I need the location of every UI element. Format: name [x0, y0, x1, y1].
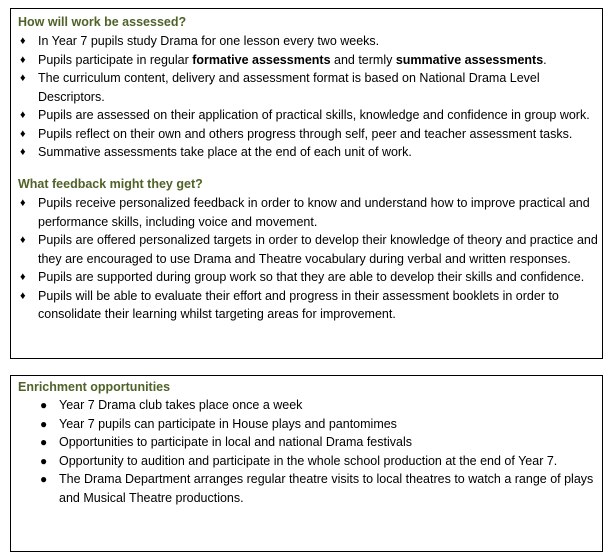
diamond-bullet-icon: ♦: [20, 271, 26, 283]
diamond-bullet-icon: ♦: [20, 109, 26, 121]
list-item: ● Opportunity to audition and participate in the whole school production at the end of Year 7.: [18, 452, 598, 471]
list-item: ● Opportunities to participate in local and national Drama festivals: [18, 433, 598, 452]
enrichment-list: [18, 396, 598, 507]
diamond-bullet-icon: ♦: [20, 35, 26, 47]
list-item: ♦ Pupils are offered personalized targets in order to develop their knowledge of theory and practice and they are encouraged to use Drama and Theatre vocabulary during verbal and written responses.: [20, 233, 598, 266]
diamond-bullet-icon: ♦: [20, 234, 26, 246]
round-bullet-icon: ●: [40, 453, 48, 468]
summative-assessments-emphasis: summative assessments: [395, 52, 544, 67]
diamond-bullet-icon: ♦: [20, 53, 26, 66]
diamond-bullet-icon: ♦: [20, 289, 26, 302]
list-item: ♦ Pupils are assessed on their application of practical skills, knowledge and confidence in group work.: [18, 106, 598, 125]
list-item: ♦ Pupils will be able to evaluate their effort and progress in their assessment booklets in order to consolidate their learning whilst targeting areas for improvement.: [20, 288, 559, 321]
feedback-section: [18, 177, 598, 324]
list-item: ♦ The curriculum content, delivery and assessment format is based on National Drama Level Descriptors.: [20, 71, 540, 104]
enrichment-heading: Enrichment opportunities: [18, 380, 171, 394]
list-item: ♦ Pupils are supported during group work so that they are able to develop their skills and confidence.: [18, 268, 598, 287]
enrichment-section: [18, 380, 598, 507]
list-item: ● The Drama Department arranges regular theatre visits to local theatres to watch a range of plays and Musical Theatre productions.: [40, 472, 594, 505]
enrichment-box: [10, 375, 603, 552]
feedback-heading: What feedback might they get?: [18, 177, 203, 191]
list-item: ♦ In Year 7 pupils study Drama for one lesson every two weeks.: [18, 32, 598, 51]
round-bullet-icon: ●: [40, 416, 48, 431]
assessment-heading: How will work be assessed?: [18, 15, 187, 29]
diamond-bullet-icon: ♦: [20, 72, 26, 84]
list-item: ♦ Summative assessments take place at the end of each unit of work.: [18, 143, 598, 162]
round-bullet-icon: ●: [40, 472, 48, 486]
assessment-section: [18, 15, 598, 162]
list-item: ● Year 7 Drama club takes place once a week: [18, 396, 598, 415]
list-item: ♦ Pupils participate in regular formative assessments and termly summative assessments.: [18, 51, 598, 70]
round-bullet-icon: ●: [40, 435, 48, 449]
diamond-bullet-icon: ♦: [20, 197, 26, 209]
diamond-bullet-icon: ♦: [20, 146, 26, 158]
assessment-list: [18, 32, 598, 162]
list-item: ♦ Pupils reflect on their own and others progress through self, peer and teacher assessment tasks.: [18, 125, 598, 144]
formative-assessments-emphasis: formative assessments: [192, 52, 331, 67]
diamond-bullet-icon: ♦: [20, 127, 26, 140]
list-item: ♦ Pupils receive personalized feedback in order to know and understand how to improve practical and performance skills, including voice and movement.: [20, 196, 590, 229]
round-bullet-icon: ●: [40, 398, 48, 412]
assessment-feedback-box: [10, 8, 603, 359]
feedback-list: [18, 194, 598, 324]
list-item: ● Year 7 pupils can participate in House plays and pantomimes: [18, 415, 598, 434]
